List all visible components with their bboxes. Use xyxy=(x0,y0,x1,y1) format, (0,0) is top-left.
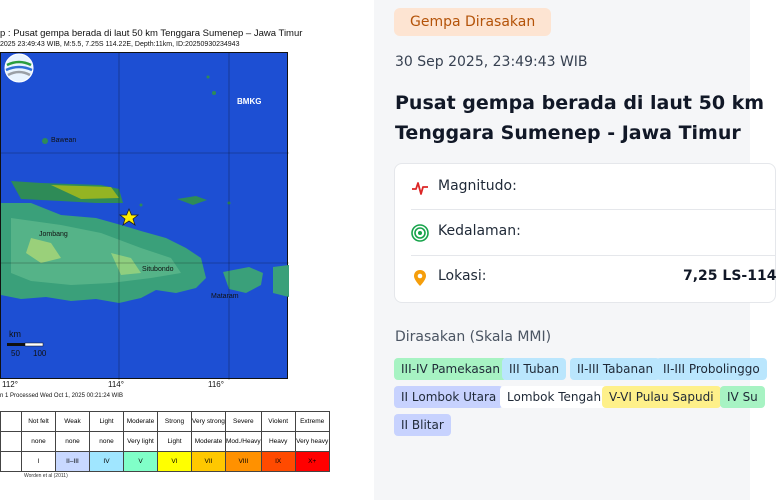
lon-tick-112: 112° xyxy=(2,380,18,389)
mmi-damage-cell: none xyxy=(56,432,90,452)
mmi-perceived-cell: Light xyxy=(90,412,124,432)
location-value: 7,25 LS-114 xyxy=(683,268,776,284)
mmi-intensity-cell: IV xyxy=(90,452,124,472)
mmi-perceived-cell: Severe xyxy=(226,412,262,432)
mmi-intensity-cell: VII xyxy=(192,452,226,472)
mmi-damage-cell: Mod./Heavy xyxy=(226,432,262,452)
bmkg-logo-icon xyxy=(1,53,37,97)
mmi-perceived-row xyxy=(1,412,330,432)
mmi-legend-table xyxy=(0,411,330,472)
felt-chip: III-IV Pamekasan xyxy=(394,358,507,380)
felt-chip: III Tuban xyxy=(502,358,566,380)
row-divider xyxy=(411,209,775,210)
lon-tick-114: 114° xyxy=(108,380,124,389)
mmi-perceived-cell: Moderate xyxy=(124,412,158,432)
mmi-perceived-cell: Violent xyxy=(261,412,295,432)
mmi-damage-cell: none xyxy=(90,432,124,452)
mmi-damage-cell: Very light xyxy=(124,432,158,452)
felt-scale-title: Dirasakan (Skala MMI) xyxy=(395,329,552,345)
mmi-intensity-cell: VIII xyxy=(226,452,262,472)
place-label-mataram: Mataram xyxy=(211,293,239,300)
mmi-intensity-cell: II–III xyxy=(56,452,90,472)
processed-timestamp: n 1 Processed Wed Oct 1, 2025 00:21:24 WIB xyxy=(0,393,123,399)
magnitude-row xyxy=(411,172,771,202)
mmi-damage-row xyxy=(1,432,330,452)
headline-line-2: Tenggara Sumenep - Jawa Timur xyxy=(395,122,741,144)
location-label: Lokasi: xyxy=(438,268,487,284)
shakemap-credit: Worden et al (2011) xyxy=(24,473,68,479)
felt-chip: II-III Probolinggo xyxy=(656,358,767,380)
magnitude-label: Magnitudo: xyxy=(438,178,517,194)
depth-label: Kedalaman: xyxy=(438,223,521,239)
place-label-situbondo: Situbondo xyxy=(142,266,174,273)
mmi-intensity-cell: VI xyxy=(158,452,192,472)
mmi-damage-cell: Light xyxy=(158,432,192,452)
mmi-perceived-cell: Strong xyxy=(158,412,192,432)
felt-chip: II-III Tabanan xyxy=(570,358,660,380)
mmi-perceived-cell: Weak xyxy=(56,412,90,432)
shakemap-title: p : Pusat gempa berada di laut 50 km Tenggara Sumenep – Jawa Timur xyxy=(0,28,303,39)
place-label-jombang: Jombang xyxy=(39,231,68,238)
headline-line-1: Pusat gempa berada di laut 50 km xyxy=(395,92,765,114)
mmi-damage-cell: Moderate xyxy=(192,432,226,452)
felt-earthquake-badge: Gempa Dirasakan xyxy=(394,8,551,36)
scale-unit: km xyxy=(9,329,21,339)
mmi-intensity-cell: V xyxy=(124,452,158,472)
mmi-perceived-cell: Very strong xyxy=(192,412,226,432)
target-icon xyxy=(411,224,429,242)
felt-chip: Lombok Tengah xyxy=(500,386,608,408)
felt-chip: IV Su xyxy=(720,386,765,408)
mmi-intensity-cell: I xyxy=(22,452,56,472)
row-divider xyxy=(411,255,775,256)
epicenter-star-icon xyxy=(120,209,138,225)
mmi-intensity-cell: X+ xyxy=(295,452,329,472)
event-headline xyxy=(395,88,764,148)
mmi-intensity-row xyxy=(1,452,330,472)
shakemap-subtitle: 2025 23:49:43 WIB, M:5.5, 7.25S 114.22E, Depth:11km, ID:20250930234943 xyxy=(0,41,240,48)
mmi-perceived-cell: Extreme xyxy=(295,412,329,432)
location-row xyxy=(411,262,776,292)
shakemap-image xyxy=(0,52,288,379)
shakemap-panel xyxy=(0,0,340,500)
event-datetime: 30 Sep 2025, 23:49:43 WIB xyxy=(395,54,588,70)
mmi-perceived-cell: Not felt xyxy=(22,412,56,432)
event-details-card xyxy=(394,163,776,303)
felt-chip: V-VI Pulau Sapudi xyxy=(602,386,721,408)
mmi-intensity-cell: IX xyxy=(261,452,295,472)
bmkg-logo-text: BMKG xyxy=(237,97,262,106)
mmi-damage-cell: none xyxy=(22,432,56,452)
scale-value-50: 50 xyxy=(11,349,20,358)
earthquake-info-panel xyxy=(374,0,776,500)
pulse-icon xyxy=(411,179,429,197)
location-pin-icon xyxy=(411,269,429,287)
felt-chip: II Lombok Utara xyxy=(394,386,503,408)
lon-tick-116: 116° xyxy=(208,380,224,389)
scale-value-100: 100 xyxy=(33,349,47,358)
depth-row xyxy=(411,217,771,247)
place-label-bawean: Bawean xyxy=(51,137,77,144)
mmi-damage-cell: Heavy xyxy=(261,432,295,452)
mmi-damage-cell: Very heavy xyxy=(295,432,329,452)
felt-chip: II Blitar xyxy=(394,414,451,436)
